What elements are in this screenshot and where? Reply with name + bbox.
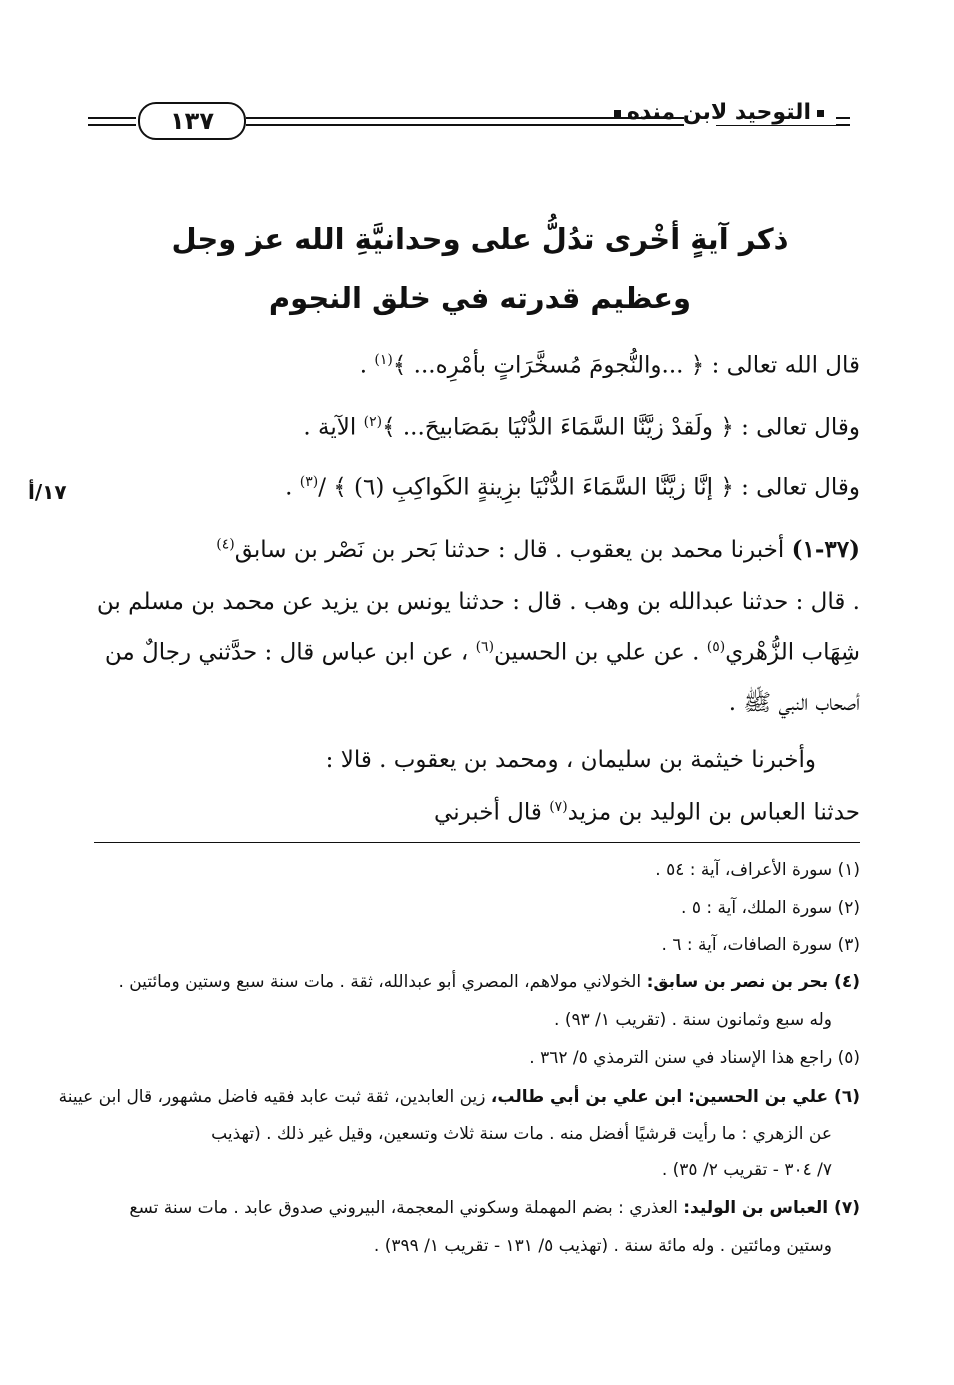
hadith2-line-1: وأخبرنا خيثمة بن سليمان ، ومحمد بن يعقوب . قالا : — [325, 747, 816, 773]
running-header — [88, 98, 850, 148]
footnote-separator — [94, 842, 860, 843]
footnote-4-line-1: (٤) بحر بن نصر بن سابق: الخولاني مولاهم، المصري أبو عبدالله، ثقة . مات سنة سبع وستين ومائتين . — [118, 972, 860, 992]
hadith-line-2: . قال : حدثنا عبدالله بن وهب . قال : حدثنا يونس بن يزيد عن محمد بن مسلم بن — [96, 589, 860, 615]
footnote-4-line-2: وله سبع وثمانون سنة . (تقريب ١/ ٩٣) . — [554, 1010, 832, 1030]
footnote-ref[interactable]: (٤) — [216, 536, 235, 553]
footnote-narrator-name: (٤) بحر بن نصر بن سابق: — [646, 972, 860, 992]
chapter-heading-line-1: ذكر آيةٍ أخْرى تدُلُّ على وحدانيَّةِ الله عز وجل — [171, 222, 789, 256]
footnote-ref[interactable]: (٦) — [475, 639, 495, 655]
footnote-ref[interactable]: (٢) — [363, 414, 383, 430]
hadith-line-4: أصحاب النبي ﷺ . — [728, 690, 860, 716]
chapter-heading-line-2: وعظيم قدرته في خلق النجوم — [268, 281, 692, 315]
book-title-text: التوحيد لابن منده — [626, 100, 811, 125]
header-rule-left — [88, 117, 136, 126]
verse-line-2: وقال تعالى : ﴿ ولَقدْ زيَّنَّا السَّمَاءَ الدُّنْيَا بمَصَابيحَ... ﴾$^{(٢)}$ الآية . — [303, 414, 860, 441]
footnote-7-line-1: (٧) العباس بن الوليد: العذري : بضم المهملة وسكوني المعجمة، البيروني صدوق عابد . مات سنة تسع — [129, 1198, 860, 1218]
header-rule-middle — [246, 117, 684, 126]
hadith-number: (٣٧-١) — [791, 536, 860, 563]
footnote-6-line-3: ٧/ ٣٠٤ - تقريب ٢/ ٣٥) . — [661, 1160, 832, 1180]
folio-margin-note: ١٧/أ — [28, 480, 67, 504]
square-ornament-icon — [817, 110, 824, 117]
footnote-ref[interactable]: (٧) — [549, 799, 568, 815]
verse-line-3: وقال تعالى : ﴿ إنَّا زيَّنَّا السَّمَاءَ الدُّنْيَا بزِينةٍ الكَواكِبِ (٦) ﴾ /$^{(٣)}$ . — [285, 474, 860, 501]
footnote-ref[interactable]: (٥) — [706, 639, 726, 655]
footnote-narrator-name: (٦) علي بن الحسين: ابن علي بن أبي طالب، — [490, 1087, 860, 1107]
verse-line-1: قال الله تعالى : ﴿ ...والنُّجومَ مُسخَّرَاتٍ بأمْرِه... ﴾$^{(١)}$ . — [359, 352, 860, 379]
footnote-6-line-2: عن الزهري : ما رأيت قرشيًا أفضل منه . مات سنة ثلاث وتسعين، وقيل غير ذلك . (تهذيب — [211, 1124, 832, 1144]
hadith-line-3: شِهَاب الزُّهْري$^{(٥)}$ . عن علي بن الحسين$^{(٦)}$ ، عن ابن عباس قال : حدَّثني رجالٌ من — [104, 639, 860, 666]
square-ornament-icon — [614, 110, 621, 117]
hadith2-line-2: حدثنا العباس بن الوليد بن مزيد$^{(٧)}$ قال أخبرني — [434, 799, 860, 826]
footnote-ref[interactable]: (٣) — [299, 474, 319, 490]
footnote-1: (١) سورة الأعراف، آية : ٥٤ . — [655, 860, 860, 880]
page-number: ١٣٧ — [138, 102, 246, 140]
footnote-3: (٣) سورة الصافات، آية : ٦ . — [661, 935, 860, 955]
footnote-6-line-1: (٦) علي بن الحسين: ابن علي بن أبي طالب، زين العابدين، ثقة ثبت عابد فقيه فاضل مشهور، قال ابن عيينة — [58, 1087, 860, 1107]
footnote-5: (٥) راجع هذا الإسناد في سنن الترمذي ٥/ ٣٦٢ . — [529, 1048, 860, 1068]
footnote-narrator-name: (٧) العباس بن الوليد: — [683, 1198, 860, 1218]
footnote-ref[interactable]: (١) — [374, 352, 393, 368]
footnote-7-line-2: وستين ومائتين . وله مائة سنة . (تهذيب ٥/ ١٣١ - تقريب ١/ ٣٩٩) . — [373, 1236, 832, 1256]
footnote-2: (٢) سورة الملك، آية : ٥ . — [681, 898, 860, 918]
hadith-line-1: (٣٧-١) أخبرنا محمد بن يعقوب . قال : حدثنا بَحر بن نَصْر بن سابق$^{(٤)}$ — [216, 536, 860, 563]
